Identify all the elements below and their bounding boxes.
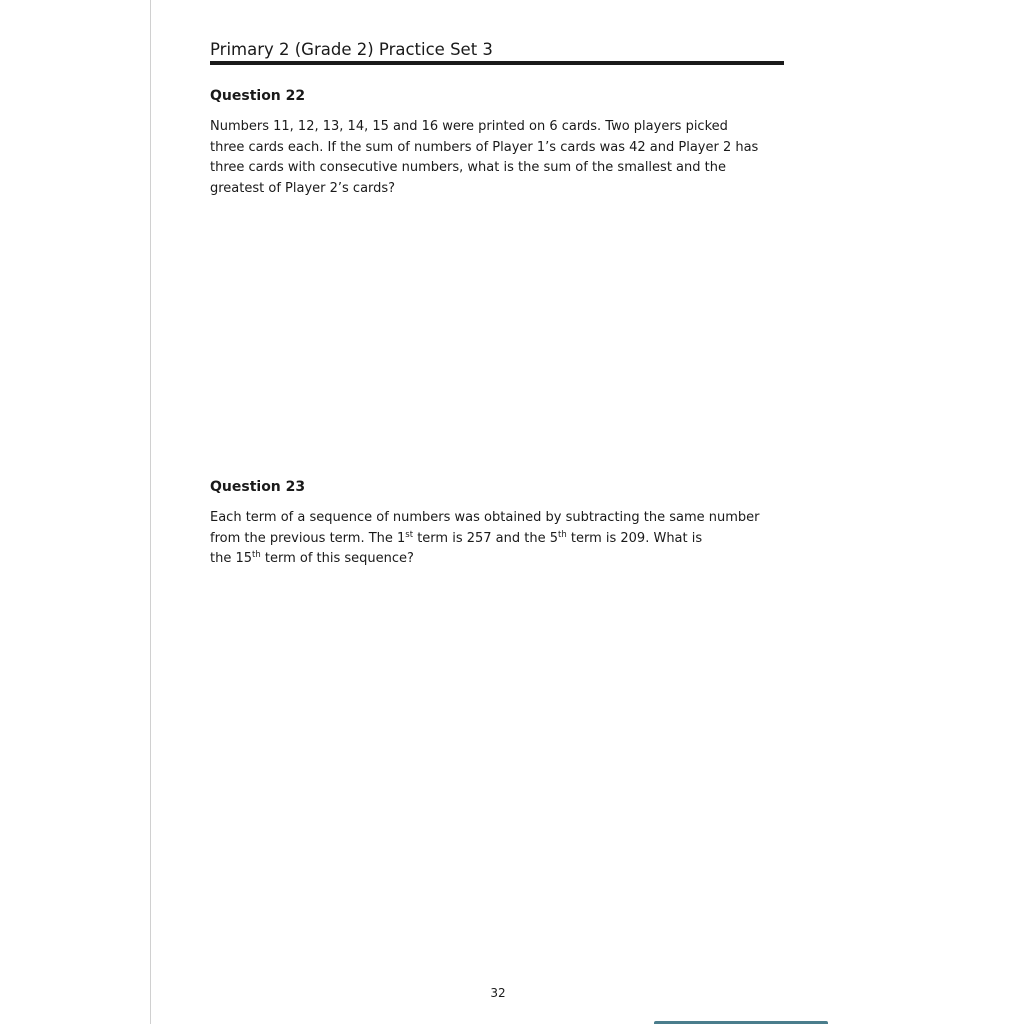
question-22-title: Question 22 [210, 88, 306, 104]
question-23-text [210, 508, 790, 570]
ordinal-suffix: th [252, 550, 261, 560]
question-23-title: Question 23 [210, 479, 306, 495]
question-23 [210, 477, 790, 570]
page-edge [150, 0, 151, 1024]
question-22 [210, 86, 790, 199]
page-header [210, 38, 784, 60]
question-23-line-3-part-a: the 15 [210, 551, 253, 566]
question-23-line-2 [210, 531, 702, 546]
question-23-line-2-part-b: term is 257 and the 5 [413, 530, 558, 546]
question-22-line-3: three cards with consecutive numbers, what is the sum of the smallest and the [210, 160, 726, 175]
question-23-line-3 [210, 551, 414, 566]
question-23-line-2-part-c: term is 209. What is [566, 530, 703, 546]
question-22-line-4: greatest of Player 2’s cards? [210, 180, 396, 196]
question-22-line-2: three cards each. If the sum of numbers of Player 1’s cards was 42 and Player 2 has [210, 139, 759, 155]
question-22-text [210, 117, 790, 199]
question-23-line-3-part-b: term of this sequence? [260, 551, 414, 566]
ordinal-suffix: st [405, 529, 414, 540]
header-rule [210, 61, 784, 65]
ordinal-suffix: th [558, 529, 567, 540]
question-22-line-1: Numbers 11, 12, 13, 14, 15 and 16 were printed on 6 cards. Two players picked [210, 119, 728, 134]
page-number: 32 [490, 986, 506, 1000]
question-23-line-2-part-a: from the previous term. The 1 [210, 530, 406, 546]
header-title: Primary 2 (Grade 2) Practice Set 3 [210, 40, 493, 59]
question-23-line-1: Each term of a sequence of numbers was obtained by subtracting the same number [210, 510, 760, 525]
